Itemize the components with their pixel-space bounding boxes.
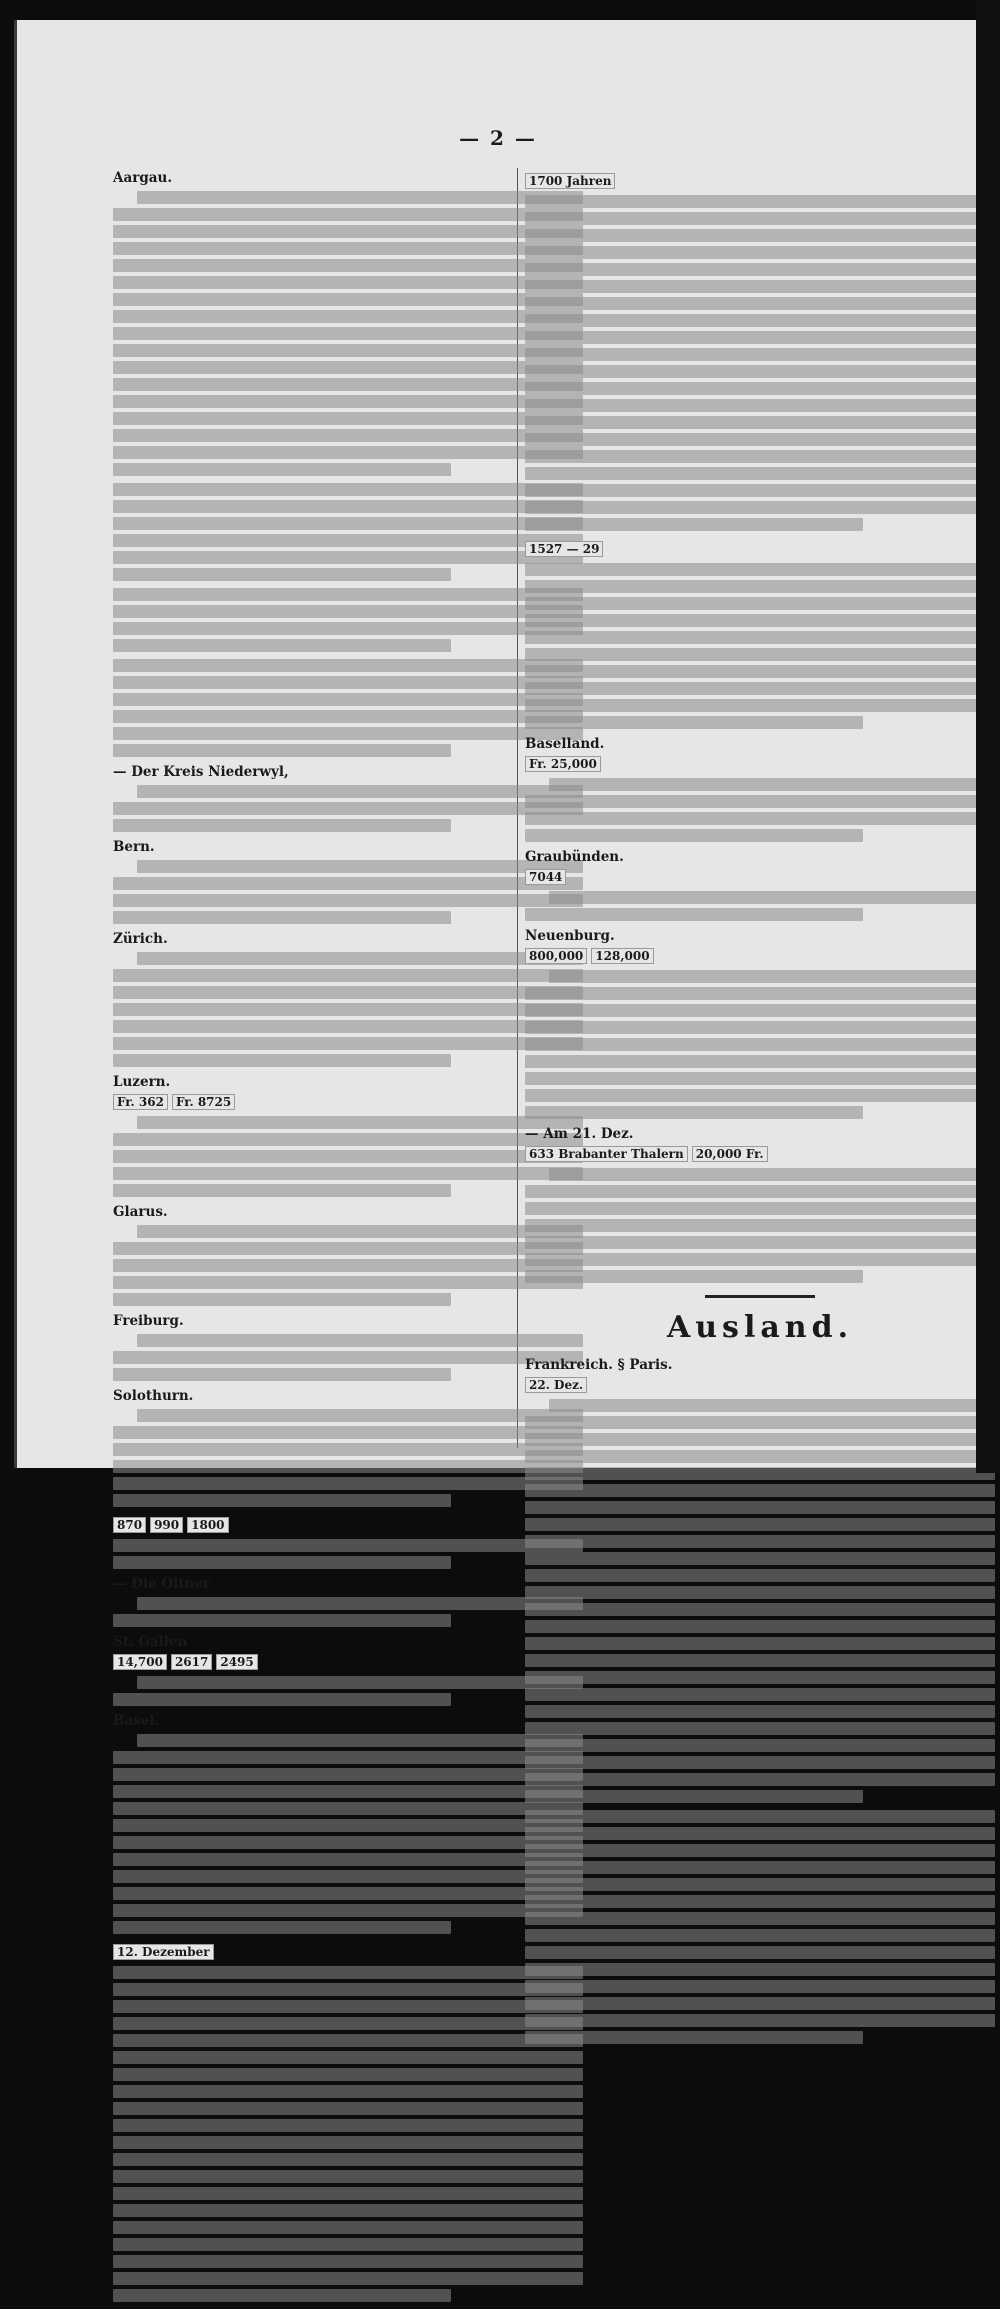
paragraph-lead: Glarus. xyxy=(113,1204,168,1220)
illegible-text-line xyxy=(525,812,995,825)
figure-value: 22. Dez. xyxy=(525,1377,587,1393)
article-paragraph xyxy=(113,764,583,832)
illegible-text-line xyxy=(525,987,995,1000)
illegible-text-line xyxy=(525,229,995,242)
illegible-text-line xyxy=(113,676,583,689)
right-column-reports xyxy=(525,170,995,1283)
illegible-text-line xyxy=(525,1072,995,1085)
illegible-text-line xyxy=(525,1055,995,1068)
illegible-text-line xyxy=(525,1773,995,1786)
paragraph-lead: Freiburg. xyxy=(113,1313,184,1329)
illegible-text-line xyxy=(113,1167,583,1180)
illegible-text-line xyxy=(113,534,583,547)
figure-value: 20,000 Fr. xyxy=(692,1146,768,1162)
illegible-text-line xyxy=(525,1739,995,1752)
illegible-text-line xyxy=(113,1003,583,1016)
illegible-text-line xyxy=(113,1351,583,1364)
article-paragraph xyxy=(113,1713,583,1934)
illegible-text-line xyxy=(525,1895,995,1908)
illegible-text-line xyxy=(113,225,583,238)
illegible-text-line xyxy=(525,1637,995,1650)
page-number: — 2 — xyxy=(459,126,537,150)
illegible-text-line xyxy=(525,1980,995,1993)
illegible-text-line xyxy=(525,1569,995,1582)
illegible-text-line xyxy=(549,970,995,983)
illegible-text-line xyxy=(137,1225,583,1238)
figure-value: 2495 xyxy=(216,1654,257,1670)
paragraph-lead: — Am 21. Dez. xyxy=(525,1126,634,1142)
illegible-text-line xyxy=(113,429,583,442)
illegible-text-line xyxy=(113,1819,583,1832)
illegible-text-line xyxy=(113,259,583,272)
illegible-text-line xyxy=(525,1963,995,1976)
illegible-text-line xyxy=(113,1276,583,1289)
article-paragraph xyxy=(113,931,583,1067)
illegible-text-line xyxy=(549,891,995,904)
illegible-text-line xyxy=(113,1368,451,1381)
article-paragraph xyxy=(113,1313,583,1381)
illegible-text-line xyxy=(525,2031,863,2044)
illegible-text-line xyxy=(525,1997,995,2010)
figure-value: 800,000 xyxy=(525,948,587,964)
article-paragraph xyxy=(113,588,583,652)
paragraph-lead: — Der Kreis Niederwyl, xyxy=(113,764,289,780)
illegible-text-line xyxy=(113,1556,451,1569)
paragraph-lead: Neuenburg. xyxy=(525,928,615,944)
illegible-text-line xyxy=(525,1946,995,1959)
illegible-text-line xyxy=(113,2068,583,2081)
illegible-text-line xyxy=(113,1921,451,1934)
figure-value: 128,000 xyxy=(591,948,653,964)
illegible-text-line xyxy=(525,1518,995,1531)
illegible-text-line xyxy=(525,1484,995,1497)
article-paragraph xyxy=(525,538,995,729)
illegible-text-line xyxy=(525,1416,995,1429)
illegible-text-line xyxy=(113,2170,583,2183)
paragraph-lead: Frankreich. § Paris. xyxy=(525,1357,673,1373)
illegible-text-line xyxy=(525,484,995,497)
illegible-text-line xyxy=(113,327,583,340)
illegible-text-line xyxy=(525,1671,995,1684)
article-paragraph xyxy=(113,1634,583,1706)
figure-value: 1700 Jahren xyxy=(525,173,615,189)
article-paragraph xyxy=(113,483,583,581)
illegible-text-line xyxy=(113,1242,583,1255)
illegible-text-line xyxy=(525,829,863,842)
figure-value: Fr. 362 xyxy=(113,1094,168,1110)
illegible-text-line xyxy=(113,1785,583,1798)
illegible-text-line xyxy=(525,795,995,808)
figure-value: 2617 xyxy=(171,1654,212,1670)
article-paragraph xyxy=(113,659,583,757)
illegible-text-line xyxy=(113,727,583,740)
illegible-text-line xyxy=(137,191,583,204)
illegible-text-line xyxy=(525,314,995,327)
scan-edge xyxy=(976,0,1000,1473)
paragraph-lead: St. Gallen xyxy=(113,1634,188,1650)
article-paragraph xyxy=(113,1576,583,1627)
illegible-text-line xyxy=(525,467,995,480)
illegible-text-line xyxy=(113,1494,451,1507)
illegible-text-line xyxy=(525,563,995,576)
illegible-text-line xyxy=(525,1688,995,1701)
illegible-text-line xyxy=(137,860,583,873)
article-paragraph xyxy=(113,1514,583,1569)
illegible-text-line xyxy=(137,1334,583,1347)
illegible-text-line xyxy=(525,1004,995,1017)
illegible-text-line xyxy=(113,361,583,374)
illegible-text-line xyxy=(113,463,451,476)
illegible-text-line xyxy=(113,1614,451,1627)
figure-value: 870 xyxy=(113,1517,146,1533)
illegible-text-line xyxy=(525,382,995,395)
illegible-text-line xyxy=(525,716,863,729)
illegible-text-line xyxy=(113,659,583,672)
illegible-text-line xyxy=(113,500,583,513)
illegible-text-line xyxy=(525,1620,995,1633)
illegible-text-line xyxy=(113,1020,583,1033)
illegible-text-line xyxy=(113,2000,583,2013)
illegible-text-line xyxy=(525,263,995,276)
illegible-text-line xyxy=(525,1038,995,1051)
illegible-text-line xyxy=(525,1844,995,1857)
illegible-text-line xyxy=(525,665,995,678)
article-paragraph xyxy=(113,1204,583,1306)
illegible-text-line xyxy=(113,986,583,999)
illegible-text-line xyxy=(525,1089,995,1102)
illegible-text-line xyxy=(525,1586,995,1599)
illegible-text-line xyxy=(113,1133,583,1146)
illegible-text-line xyxy=(525,212,995,225)
illegible-text-line xyxy=(113,744,451,757)
illegible-text-line xyxy=(525,1433,995,1446)
article-paragraph xyxy=(525,1357,995,1803)
illegible-text-line xyxy=(113,1539,583,1552)
paragraph-lead: Bern. xyxy=(113,839,155,855)
illegible-text-line xyxy=(525,2014,995,2027)
illegible-text-line xyxy=(525,331,995,344)
illegible-text-line xyxy=(525,1705,995,1718)
illegible-text-line xyxy=(113,344,583,357)
article-paragraph xyxy=(525,736,995,842)
figure-value: 633 Brabanter Thalern xyxy=(525,1146,688,1162)
article-paragraph xyxy=(113,1941,583,2302)
article-paragraph xyxy=(525,1810,995,2044)
article-paragraph xyxy=(525,170,995,531)
illegible-text-line xyxy=(525,1219,995,1232)
illegible-text-line xyxy=(113,710,583,723)
illegible-text-line xyxy=(113,1983,583,1996)
illegible-text-line xyxy=(113,1150,583,1163)
illegible-text-line xyxy=(525,501,995,514)
paragraph-lead: Zürich. xyxy=(113,931,168,947)
paragraph-lead: Solothurn. xyxy=(113,1388,194,1404)
illegible-text-line xyxy=(525,631,995,644)
illegible-text-line xyxy=(113,1293,451,1306)
illegible-text-line xyxy=(113,276,583,289)
illegible-text-line xyxy=(525,348,995,361)
illegible-text-line xyxy=(113,819,451,832)
illegible-text-line xyxy=(113,1443,583,1456)
illegible-text-line xyxy=(113,969,583,982)
illegible-text-line xyxy=(137,1409,583,1422)
illegible-text-line xyxy=(525,195,995,208)
illegible-text-line xyxy=(113,1751,583,1764)
illegible-text-line xyxy=(525,1552,995,1565)
illegible-text-line xyxy=(113,2051,583,2064)
section-rule xyxy=(705,1295,815,1298)
illegible-text-line xyxy=(525,1654,995,1667)
illegible-text-line xyxy=(525,1912,995,1925)
newspaper-page xyxy=(14,20,979,1959)
illegible-text-line xyxy=(525,433,995,446)
figure-value: 1800 xyxy=(187,1517,228,1533)
right-column xyxy=(525,170,995,2051)
figure-value: 1527 — 29 xyxy=(525,541,603,557)
illegible-text-line xyxy=(113,1184,451,1197)
illegible-text-line xyxy=(137,952,583,965)
illegible-text-line xyxy=(113,551,583,564)
illegible-text-line xyxy=(113,639,451,652)
illegible-text-line xyxy=(113,1460,583,1473)
illegible-text-line xyxy=(113,568,451,581)
illegible-text-line xyxy=(137,1116,583,1129)
illegible-text-line xyxy=(113,1426,583,1439)
figure-value: 14,700 xyxy=(113,1654,167,1670)
illegible-text-line xyxy=(525,1878,995,1891)
paragraph-lead: Aargau. xyxy=(113,170,173,186)
illegible-text-line xyxy=(113,412,583,425)
illegible-text-line xyxy=(525,1929,995,1942)
illegible-text-line xyxy=(525,518,863,531)
illegible-text-line xyxy=(549,778,995,791)
illegible-text-line xyxy=(525,1827,995,1840)
illegible-text-line xyxy=(525,1236,995,1249)
illegible-text-line xyxy=(113,1870,583,1883)
illegible-text-line xyxy=(525,580,995,593)
illegible-text-line xyxy=(113,894,583,907)
illegible-text-line xyxy=(525,1756,995,1769)
illegible-text-line xyxy=(525,1603,995,1616)
illegible-text-line xyxy=(113,1037,583,1050)
illegible-text-line xyxy=(525,699,995,712)
illegible-text-line xyxy=(525,614,995,627)
illegible-text-line xyxy=(113,2272,583,2285)
illegible-text-line xyxy=(137,1597,583,1610)
article-paragraph xyxy=(113,1388,583,1507)
illegible-text-line xyxy=(113,378,583,391)
illegible-text-line xyxy=(113,588,583,601)
article-paragraph xyxy=(525,1126,995,1283)
illegible-text-line xyxy=(137,785,583,798)
illegible-text-line xyxy=(525,1270,863,1283)
illegible-text-line xyxy=(113,877,583,890)
illegible-text-line xyxy=(525,450,995,463)
illegible-text-line xyxy=(525,1722,995,1735)
illegible-text-line xyxy=(137,1676,583,1689)
article-paragraph xyxy=(113,170,583,476)
illegible-text-line xyxy=(113,2255,583,2268)
paragraph-lead: Baselland. xyxy=(525,736,605,752)
illegible-text-line xyxy=(113,2289,451,2302)
illegible-text-line xyxy=(113,911,451,924)
illegible-text-line xyxy=(525,246,995,259)
illegible-text-line xyxy=(113,208,583,221)
illegible-text-line xyxy=(525,908,863,921)
illegible-text-line xyxy=(525,1202,995,1215)
illegible-text-line xyxy=(113,483,583,496)
illegible-text-line xyxy=(525,365,995,378)
figure-value: 12. Dezember xyxy=(113,1944,214,1960)
illegible-text-line xyxy=(113,2017,583,2030)
illegible-text-line xyxy=(525,1106,863,1119)
illegible-text-line xyxy=(525,1021,995,1034)
illegible-text-line xyxy=(113,622,583,635)
illegible-text-line xyxy=(113,2153,583,2166)
illegible-text-line xyxy=(137,1734,583,1747)
figure-value: Fr. 25,000 xyxy=(525,756,601,772)
illegible-text-line xyxy=(113,310,583,323)
paragraph-lead: Graubünden. xyxy=(525,849,624,865)
illegible-text-line xyxy=(525,1501,995,1514)
illegible-text-line xyxy=(113,395,583,408)
figure-value: Fr. 8725 xyxy=(172,1094,235,1110)
article-paragraph xyxy=(525,928,995,1119)
illegible-text-line xyxy=(113,2238,583,2251)
article-paragraph xyxy=(113,1074,583,1197)
paragraph-lead: — Die Oltner xyxy=(113,1576,210,1592)
illegible-text-line xyxy=(525,1810,995,1823)
figure-value: 990 xyxy=(150,1517,183,1533)
illegible-text-line xyxy=(525,1535,995,1548)
illegible-text-line xyxy=(113,446,583,459)
illegible-text-line xyxy=(113,1853,583,1866)
illegible-text-line xyxy=(113,802,583,815)
illegible-text-line xyxy=(525,648,995,661)
illegible-text-line xyxy=(113,1477,583,1490)
section-heading-ausland: Ausland. xyxy=(666,1310,854,1345)
illegible-text-line xyxy=(113,1836,583,1849)
article-paragraph xyxy=(113,839,583,924)
illegible-text-line xyxy=(525,416,995,429)
illegible-text-line xyxy=(549,1168,995,1181)
illegible-text-line xyxy=(525,1790,863,1803)
paragraph-lead: Basel. xyxy=(113,1713,160,1729)
illegible-text-line xyxy=(113,2204,583,2217)
figure-value: 7044 xyxy=(525,869,566,885)
illegible-text-line xyxy=(113,605,583,618)
illegible-text-line xyxy=(113,2119,583,2132)
illegible-text-line xyxy=(113,2102,583,2115)
illegible-text-line xyxy=(525,399,995,412)
illegible-text-line xyxy=(113,1904,583,1917)
illegible-text-line xyxy=(525,1450,995,1463)
illegible-text-line xyxy=(113,2085,583,2098)
illegible-text-line xyxy=(113,1259,583,1272)
illegible-text-line xyxy=(113,1768,583,1781)
illegible-text-line xyxy=(113,242,583,255)
illegible-text-line xyxy=(525,280,995,293)
illegible-text-line xyxy=(525,1861,995,1874)
illegible-text-line xyxy=(113,1693,451,1706)
illegible-text-line xyxy=(525,297,995,310)
foreign-news xyxy=(525,1357,995,2044)
illegible-text-line xyxy=(113,2221,583,2234)
left-column xyxy=(113,170,583,2309)
illegible-text-line xyxy=(113,1887,583,1900)
illegible-text-line xyxy=(113,2034,583,2047)
paragraph-lead: Luzern. xyxy=(113,1074,171,1090)
illegible-text-line xyxy=(113,1802,583,1815)
illegible-text-line xyxy=(113,693,583,706)
illegible-text-line xyxy=(113,1054,451,1067)
illegible-text-line xyxy=(113,1966,583,1979)
illegible-text-line xyxy=(525,1253,995,1266)
illegible-text-line xyxy=(525,1185,995,1198)
illegible-text-line xyxy=(549,1399,995,1412)
illegible-text-line xyxy=(525,682,995,695)
illegible-text-line xyxy=(113,2187,583,2200)
illegible-text-line xyxy=(525,1467,995,1480)
illegible-text-line xyxy=(113,2136,583,2149)
illegible-text-line xyxy=(113,293,583,306)
illegible-text-line xyxy=(525,597,995,610)
illegible-text-line xyxy=(113,517,583,530)
article-paragraph xyxy=(525,849,995,921)
